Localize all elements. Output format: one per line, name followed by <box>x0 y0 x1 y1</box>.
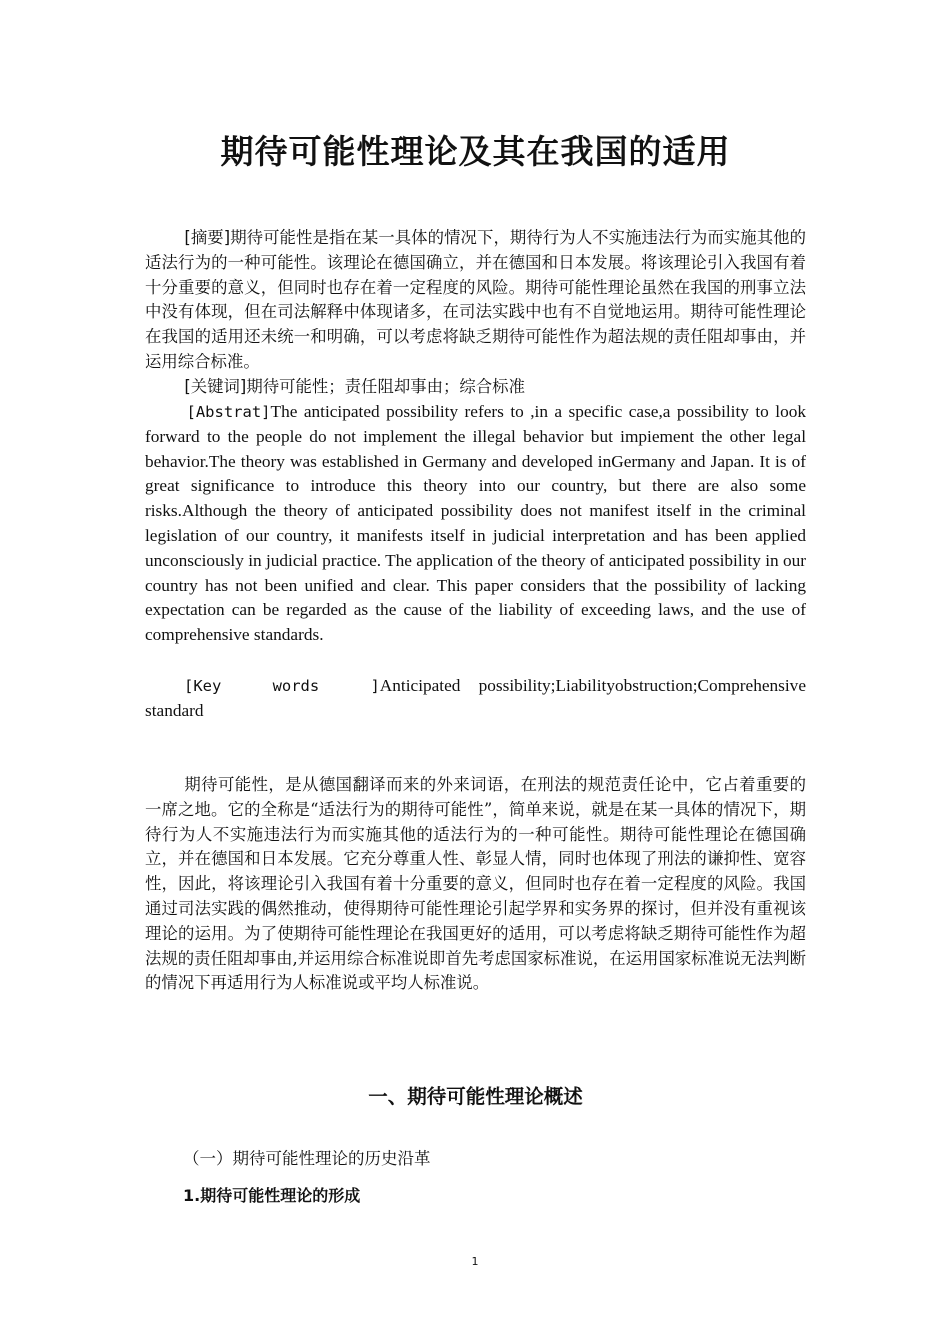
subsection-heading: （一）期待可能性理论的历史沿革 <box>183 1149 431 1168</box>
keywords-cn <box>145 375 806 400</box>
keywords-en-line-2: standard <box>145 700 204 720</box>
intro-paragraph: 期待可能性，是从德国翻译而来的外来词语，在刑法的规范责任论中，它占着重要的一席之地。它的全称是“适法行为的期待可能性”，简单来说，就是在某一具体的情况下，期待行为人不实施违法行为而实施其他的适法行为的一种可能性。期待可能性理论在德国确立，并在德国和日本发展。它充分尊重人性、彰显人情，同时也体现了刑法的谦抑性、宽容性，因此，将该理论引入我国有着十分重要的意义，但同时也存在着一定程度的风险。我国通过司法实践的偶然推动，使得期待可能性理论引起学界和实务界的探讨，但并没有重视该理论的运用。为了使期待可能性理论在我国更好的适用，可以考虑将缺乏期待可能性作为超法规的责任阻却事由,并运用综合标准说即首先考虑国家标准说，在运用国家标准说无法判断的情况下再适用行为人标准说或平均人标准说。 <box>145 775 806 993</box>
abstract-en <box>145 400 806 648</box>
keywords-cn-text: 期待可能性；责任阻却事由；综合标准 <box>246 377 525 396</box>
keywords-en-text-1: Anticipated possibility;Liabilityobstruction;Comprehensive <box>379 676 806 695</box>
abstract-en-text: The anticipated possibility refers to ,in a specific case,a possibility to look forward to the people do not implement the illegal behavior but impiement the other legal behavior.The theory was established in Germany and developed inGermany and Japan. It is of great significance to introduce this theory into our country, but there are also some risks.Although the theory of anticipated possibility does not manifest itself in the criminal legislation of our country, it manifests itself in judicial interpretation and has been applied unconsciously in judicial practice. The application of the theory of anticipated possibility in our country has not been unified and clear. This paper considers that the possibility of lacking expectation can be regarded as the cause of the liability of exceeding laws, and the use of comprehensive standards. <box>145 402 806 645</box>
subsubsection-heading: 1.期待可能性理论的形成 <box>183 1186 361 1205</box>
page-number: 1 <box>471 1255 479 1268</box>
abstract-en-label: [Abstrat] <box>186 403 271 421</box>
keywords-en-label: [Key words ] <box>184 677 380 695</box>
document-title: 期待可能性理论及其在我国的适用 <box>220 132 731 171</box>
section-heading: 一、期待可能性理论概述 <box>368 1085 583 1108</box>
abstract-cn-label: [摘要] <box>184 228 231 247</box>
abstract-cn <box>145 226 806 375</box>
keywords-en-line-1 <box>145 674 806 699</box>
keywords-en <box>145 674 806 724</box>
keywords-cn-label: [关键词] <box>184 377 247 396</box>
abstract-cn-text: 期待可能性是指在某一具体的情况下，期待行为人不实施违法行为而实施其他的适法行为的一种可能性。该理论在德国确立，并在德国和日本发展。将该理论引入我国有着十分重要的意义，但同时也存在着一定程度的风险。期待可能性理论虽然在我国的刑事立法中没有体现，但在司法解释中体现诸多，在司法实践中也有不自觉地运用。期待可能性理论在我国的适用还未统一和明确，可以考虑将缺乏期待可能性作为超法规的责任阻却事由，并运用综合标准。 <box>145 228 806 371</box>
